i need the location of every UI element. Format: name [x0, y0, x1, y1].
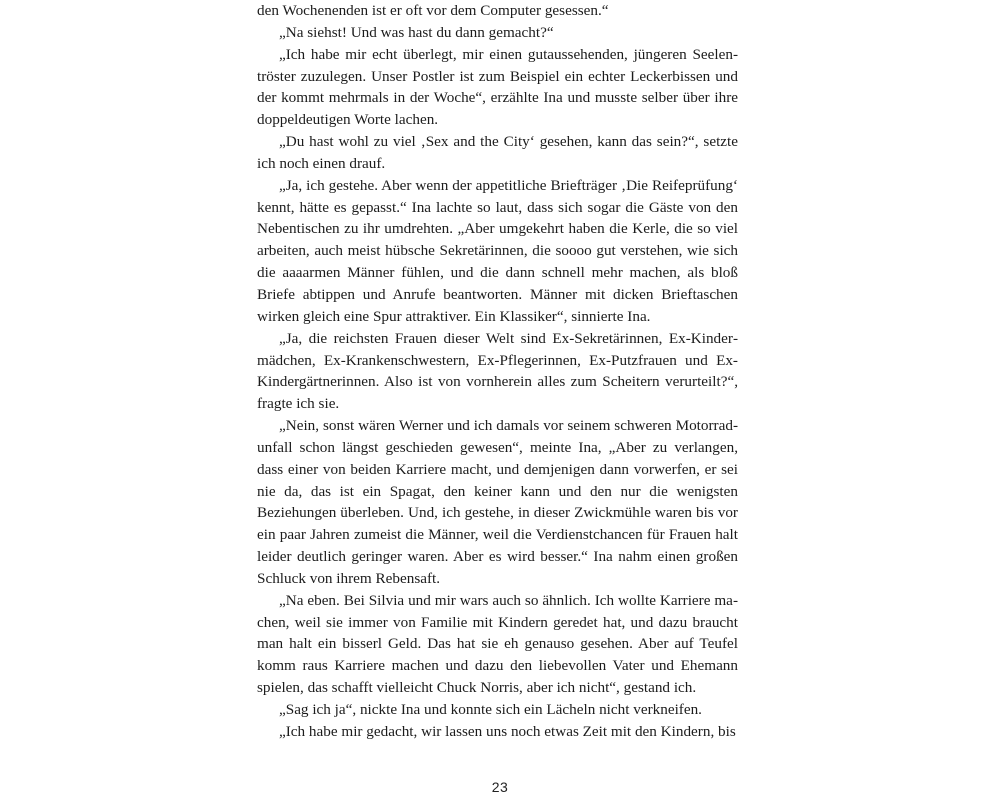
paragraph: „Na siehst! Und was hast du dann gemacht?“: [279, 23, 554, 41]
paragraph: „Sag ich ja“, nickte Ina und konnte sich ein Lächeln nicht verkneifen.: [279, 701, 702, 718]
paragraph: „Ich habe mir echt überlegt, mir einen gutaussehenden, jüngeren Seelentröster zuzulegen. Unser Postler ist zum Beispiel ein echter Leckerbissen und der kommt mehrmals in der Woche“, erzählte Ina und musste selber über ihre doppeldeutigen Worte lachen.: [257, 45, 738, 129]
paragraph: „Ja, die reichsten Frauen dieser Welt sind Ex-Sekretärinnen, Ex-Kindermädchen, Ex-Krankenschwestern, Ex-Pflegerinnen, Ex-Putzfrauen und Ex-Kindergärtnerinnen. Also ist von vornherein alles zum Scheitern verurteilt?“, fragte ich sie.: [257, 329, 738, 413]
paragraph: „Ja, ich gestehe. Aber wenn der appetitliche Briefträger ‚Die Reifeprüfung‘ kennt, hätte es gepasst.“ Ina lachte so laut, dass sich sogar die Gäste von den Nebentischen zu ihr umdrehten. „Aber umgekehrt haben die Kerle, die so viel arbeiten, auch meist hübsche Sekretärinnen, die soooo gut verstehen, wie sich die aaaarmen Männer fühlen, und die dann schnell mehr machen, als bloß Briefe abtippen und Anrufe beantworten. Männer mit dicken Brieftaschen wirken gleich eine Spur attraktiver. Ein Klassiker“, sinnierte Ina.: [257, 176, 738, 325]
paragraph: „Ich habe mir gedacht, wir lassen uns noch etwas Zeit mit den Kindern, bis: [279, 722, 736, 740]
paragraph: „Na eben. Bei Silvia und mir wars auch so ähnlich. Ich wollte Karriere machen, weil sie immer von Familie mit Kindern geredet hat, und dazu braucht man halt ein bisserl Geld. Das hat sie eh genauso gesehen. Aber auf Teufel komm raus Karriere machen und dazu den liebevollen Vater und Ehemann spielen, das schafft vielleicht Chuck Norris, aber ich nicht“, gestand ich.: [257, 591, 738, 697]
body-text: [257, 0, 738, 743]
paragraph: „Du hast wohl zu viel ‚Sex and the City‘ gesehen, kann das sein?“, setzte ich noch einen drauf.: [257, 133, 738, 172]
paragraph: „Nein, sonst wären Werner und ich damals vor seinem schweren Motorradunfall schon längst geschieden gewesen“, meinte Ina, „Aber zu verlangen, dass einer von beiden Karriere macht, und demjenigen dann vorwerfen, er sei nie da, das ist ein Spagat, den keiner kann und den nur die wenigsten Beziehungen überleben. Und, ich gestehe, in dieser Zwickmühle waren bis vor ein paar Jahren zumeist die Männer, weil die Verdienstchancen für Frauen halt leider deutlich geringer waren. Aber es wird besser.“ Ina nahm einen großen Schluck von ihrem Rebensaft.: [257, 417, 738, 587]
page-number: 23: [491, 779, 509, 795]
paragraph: den Wochenenden ist er oft vor dem Computer gesessen.“: [257, 2, 609, 19]
